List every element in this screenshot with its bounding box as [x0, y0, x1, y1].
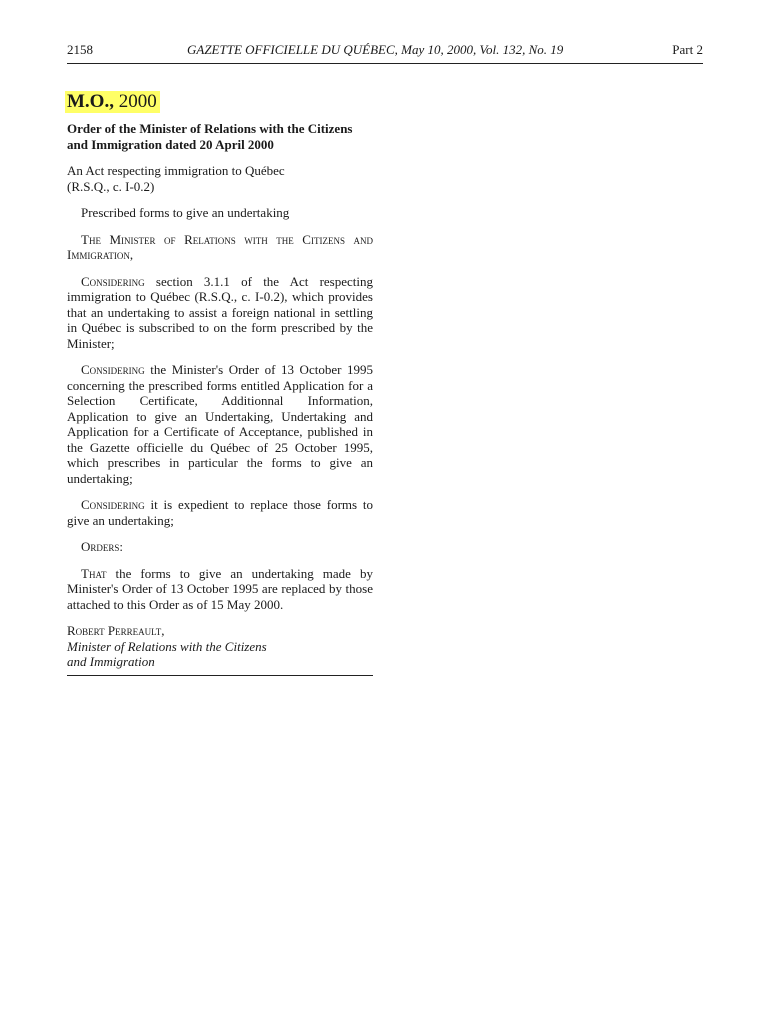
act-name: An Act respecting immigration to Québec [67, 163, 285, 178]
signer-title-line-1: Minister of Relations with the Citizens [67, 638, 267, 654]
mo-label: M.O., [67, 91, 114, 112]
orders-heading: Orders: [81, 539, 124, 554]
considering-paragraph-2 [67, 362, 373, 486]
considering-text: the Minister's Order of 13 October 1995 concerning the prescribed forms entitled Application for a Selection Certificate, Additionnal Information, Application to give an Undertaking, Undertaking and Application for a Certificate of Acceptance, published in the Gazette officielle du Québec of 25 October 1995, which prescribes in particular the forms to give an undertaking; [67, 362, 373, 486]
signer-name: Robert Perreault, [67, 623, 165, 638]
considering-lead: Considering [81, 273, 145, 289]
part-label: Part 2 [672, 42, 703, 57]
order-subject: Prescribed forms to give an undertaking [81, 205, 290, 220]
mo-heading [65, 91, 160, 113]
mo-year: 2000 [118, 91, 157, 112]
order-title: Order of the Minister of Relations with the Citizens and Immigration dated 20 April 2000 [67, 121, 353, 152]
closing-rule [67, 670, 373, 676]
minister-heading: The Minister of Relations with the Citizens and Immigration, [67, 231, 373, 262]
considering-paragraph-3 [67, 497, 373, 528]
considering-text: it is expedient to replace those forms to give an undertaking; [67, 497, 373, 528]
considering-lead: Considering [81, 497, 145, 512]
signature-block [67, 623, 373, 670]
considering-text: section 3.1.1 of the Act respecting immigration to Québec (R.S.Q., c. I-0.2), which provides that an undertaking to assist a foreign national in settling in Québec is subscribed to on the form prescribed by the Minister; [67, 273, 373, 351]
order-column [67, 91, 373, 676]
act-reference [67, 163, 373, 194]
page-number: 2158 [67, 42, 93, 57]
that-text: the forms to give an undertaking made by Minister's Order of 13 October 1995 are replaced by those attached to this Order as of 15 May 2000. [67, 565, 373, 612]
act-citation: (R.S.Q., c. I-0.2) [67, 178, 155, 194]
that-paragraph [67, 566, 373, 613]
signer-title-line-2: and Immigration [67, 654, 155, 669]
journal-title: GAZETTE OFFICIELLE DU QUÉBEC, May 10, 2000, Vol. 132, No. 19 [187, 42, 564, 57]
considering-lead: Considering [81, 362, 145, 377]
that-lead: That [81, 565, 107, 581]
considering-paragraph-1 [67, 274, 373, 352]
page-header [67, 41, 703, 64]
